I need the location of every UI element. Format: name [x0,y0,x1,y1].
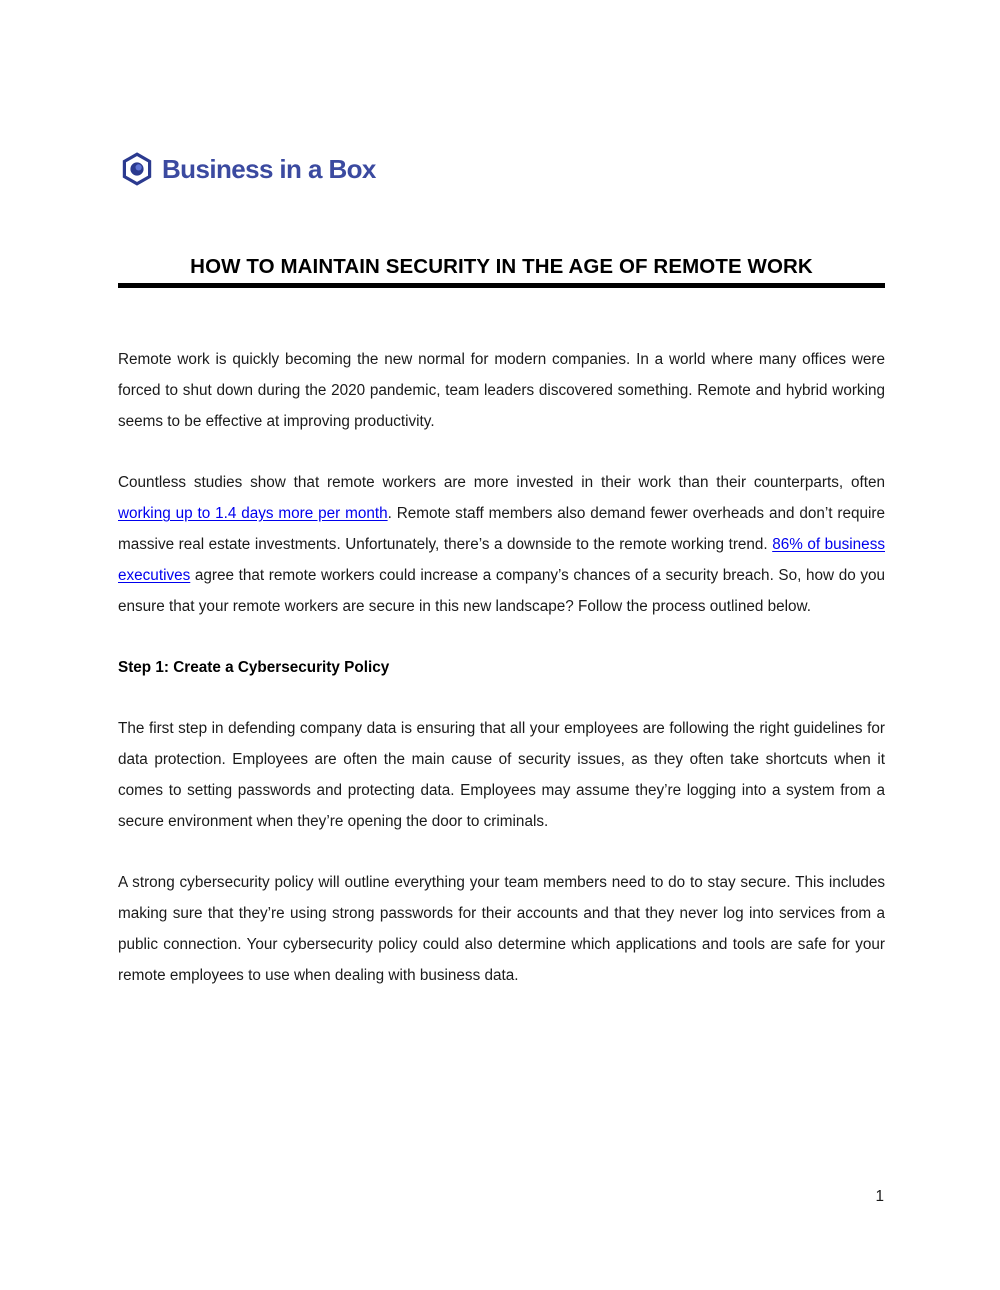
paragraph-intro: Remote work is quickly becoming the new normal for modern companies. In a world where many offices were forced to shut down during the 2020 pandemic, team leaders discovered something. Remote and hybrid working seems to be effective at improving productivity. [118,351,885,430]
document-body [118,344,885,991]
page-number: 1 [875,1188,884,1205]
link-working-more-per-month[interactable]: working up to 1.4 days more per month [118,505,388,522]
paragraph-studies-text-3: agree that remote workers could increase a company’s chances of a security breach. So, how do you ensure that your remote workers are secure in this new landscape? Follow the process outlined below. [118,567,885,615]
paragraph-studies [118,467,885,622]
paragraph-studies-text-2: . Remote staff members also demand fewer overheads and don’t require massive real estate investments. Unfortunately, there’s a downside to the remote working trend. [118,505,885,553]
title-divider [118,283,885,288]
brand-logo-text: Business in a Box [162,154,376,184]
paragraph-step1-b: A strong cybersecurity policy will outline everything your team members need to do to stay secure. This includes making sure that they’re using strong passwords for their accounts and that they never log into services from a public connection. Your cybersecurity policy could also determine which applications and tools are safe for your remote employees to use when dealing with business data. [118,874,885,984]
paragraph-studies-text-1: Countless studies show that remote workers are more invested in their work than their counterparts, often [118,474,885,491]
heading-step-1: Step 1: Create a Cybersecurity Policy [118,659,390,676]
brand-logo [120,152,376,186]
paragraph-step1-a: The first step in defending company data is ensuring that all your employees are following the right guidelines for data protection. Employees are often the main cause of security issues, as they often take shortcuts when it comes to setting passwords and protecting data. Employees may assume they’re logging into a system from a secure environment when they’re opening the door to criminals. [118,720,885,830]
hexagon-logo-icon [120,152,154,186]
link-business-executives-stat[interactable]: 86% of business executives [118,536,885,584]
page-title: HOW TO MAINTAIN SECURITY IN THE AGE OF REMOTE WORK [190,254,813,278]
